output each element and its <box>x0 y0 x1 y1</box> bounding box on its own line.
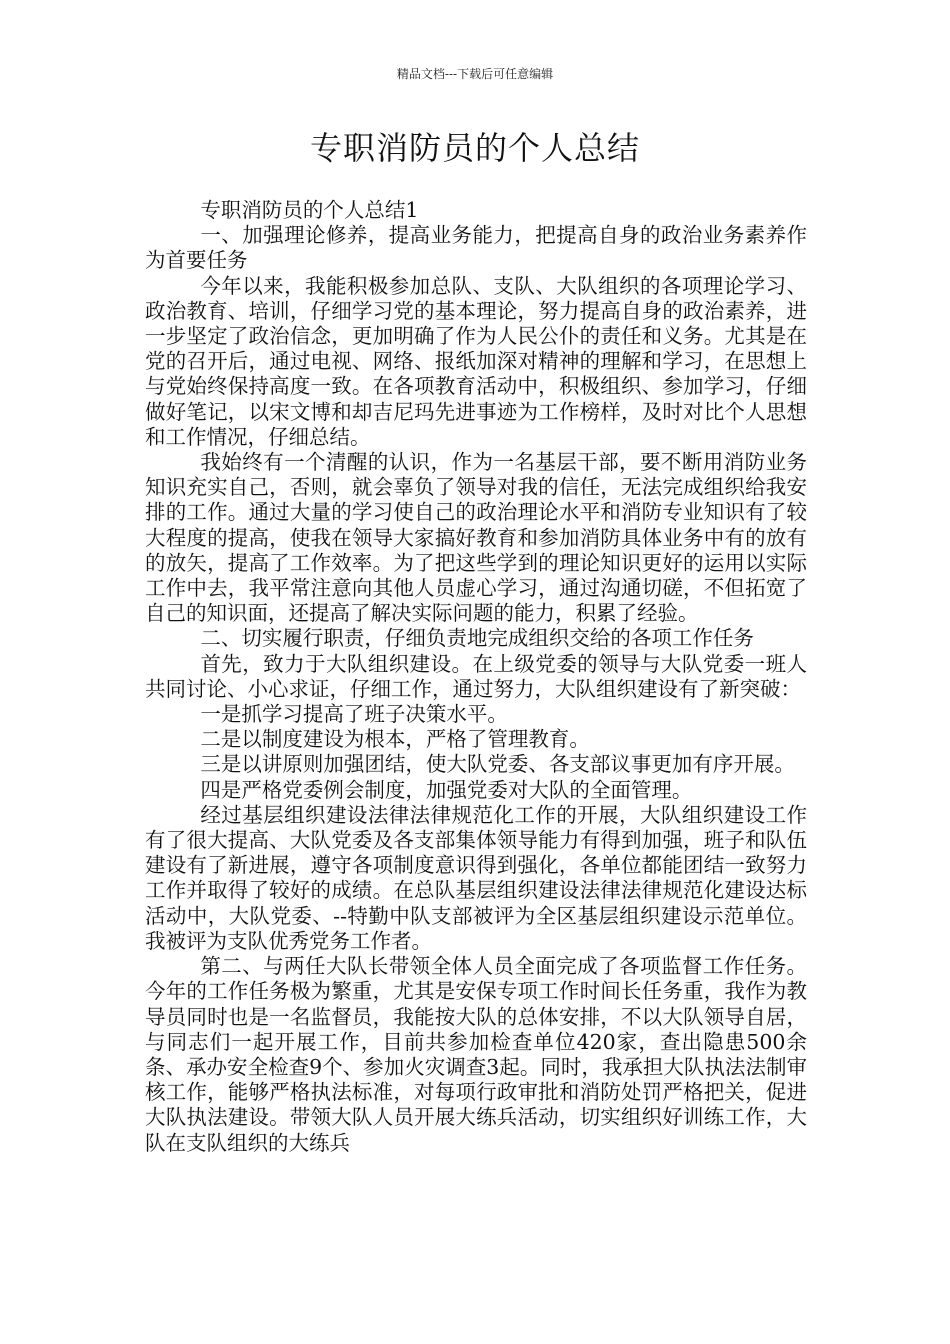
paragraph-section-heading: 一、加强理论修养，提高业务能力，把提高自身的政治业务素养作为首要任务 <box>145 223 807 273</box>
paragraph: 今年以来，我能积极参加总队、支队、大队组织的各项理论学习、政治教育、培训，仔细学习党的基本理论，努力提高自身的政治素养，进一步坚定了政治信念，更加明确了作为人民公仆的责任和义务。尤其是在党的召开后，通过电视、网络、报纸加深对精神的理解和学习，在思想上与党始终保持高度一致。在各项教育活动中，积极组织、参加学习，仔细做好笔记，以宋文博和却吉尼玛先进事迹为工作榜样，及时对比个人思想和工作情况，仔细总结。 <box>145 273 807 449</box>
paragraph: 我始终有一个清醒的认识，作为一名基层干部，要不断用消防业务知识充实自己，否则，就会辜负了领导对我的信任，无法完成组织给我安排的工作。通过大量的学习使自己的政治理论水平和消防专业知识有了较大程度的提高，使我在领导大家搞好教育和参加消防具体业务中有的放有的放矢，提高了工作效率。为了把这些学到的理论知识更好的运用以实际工作中去，我平常注意向其他人员虚心学习，通过沟通切磋，不但拓宽了自己的知识面，还提高了解决实际问题的能力，积累了经验。 <box>145 450 807 626</box>
document-title: 专职消防员的个人总结 <box>309 129 640 167</box>
paragraph: 经过基层组织建设法律法律规范化工作的开展，大队组织建设工作有了很大提高、大队党委及各支部集体领导能力有得到加强，班子和队伍建设有了新进展，遵守各项制度意识得到强化，各单位都能团结一致努力工作并取得了较好的成绩。在总队基层组织建设法律法律规范化建设达标活动中，大队党委、--特勤中队支部被评为全区基层组织建设示范单位。我被评为支队优秀党务工作者。 <box>145 802 807 953</box>
paragraph-subtitle: 专职消防员的个人总结1 <box>200 198 419 222</box>
page-header: 精品文档---下载后可任意编辑 <box>396 67 554 81</box>
list-item: 四是严格党委例会制度，加强党委对大队的全面管理。 <box>200 777 693 802</box>
paragraph: 首先，致力于大队组织建设。在上级党委的领导与大队党委一班人共同讨论、小心求证，仔细工作，通过努力，大队组织建设有了新突破： <box>145 651 807 701</box>
list-item: 二是以制度建设为根本，严格了管理教育。 <box>200 727 590 752</box>
paragraph: 第二、与两任大队长带领全体人员全面完成了各项监督工作任务。今年的工作任务极为繁重，尤其是安保专项工作时间长任务重，我作为教导员同时也是一名监督员，我能按大队的总体安排，不以大队领导自居，与同志们一起开展工作，目前共参加检查单位420家，查出隐患500余条、承办安全检查9个、参加火灾调查3起。同时，我承担大队执法法制审核工作，能够严格执法标准，对每项行政审批和消防处罚严格把关，促进大队执法建设。带领大队人员开展大练兵活动，切实组织好训练工作，大队在支队组织的大练兵 <box>145 954 807 1155</box>
list-item: 三是以讲原则加强团结，使大队党委、各支部议事更加有序开展。 <box>200 752 795 777</box>
list-item: 一是抓学习提高了班子决策水平。 <box>200 702 508 727</box>
paragraph-section-heading: 二、切实履行职责，仔细负责地完成组织交给的各项工作任务 <box>200 626 754 651</box>
document-body <box>145 198 807 1156</box>
